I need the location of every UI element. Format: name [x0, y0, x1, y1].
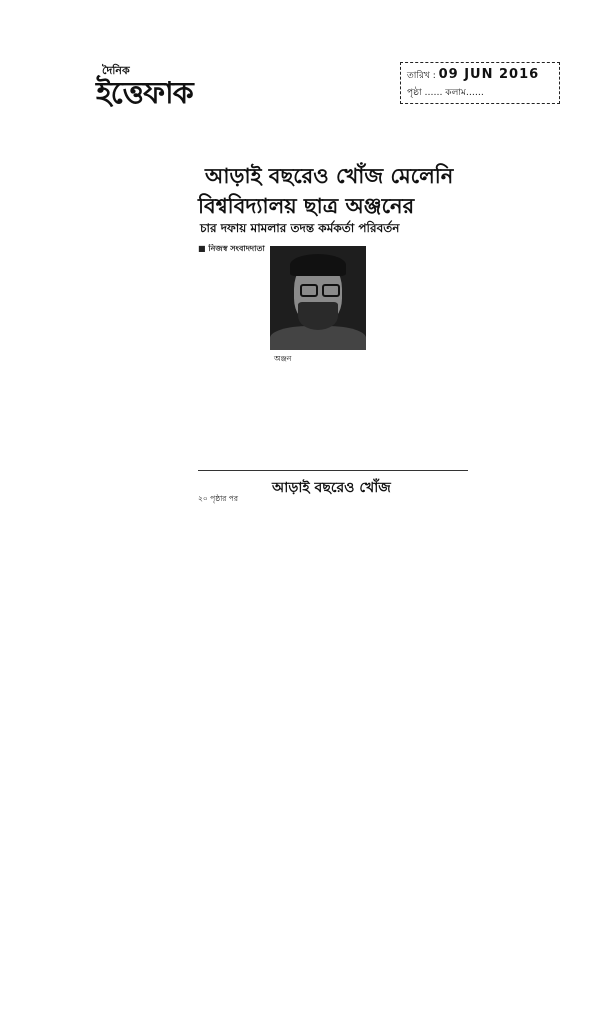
- stamp-date: 09 JUN 2016: [438, 67, 540, 82]
- stamp-page-label: পৃষ্ঠা …… কলাম……: [407, 88, 484, 98]
- newspaper-masthead: [96, 62, 246, 122]
- byline: ■ নিজস্ব সংবাদদাতা: [198, 244, 265, 253]
- headline-line-2: বিশ্ববিদ্যালয় ছাত্র অঞ্জনের: [198, 194, 415, 218]
- date-stamp: তারিখ : 09 JUN 2016 পৃষ্ঠা …… কলাম……: [400, 62, 560, 104]
- photo-caption: অঞ্জন: [274, 354, 292, 363]
- headline-line-1: আড়াই বছরেও খোঁজ মেলেনি: [205, 164, 454, 188]
- continuation-body: [198, 506, 460, 774]
- subheadline: চার দফায় মামলার তদন্ত কর্মকর্তা পরিবর্তন: [200, 221, 400, 235]
- article-photo: [270, 246, 366, 350]
- article-column-right: [372, 244, 462, 470]
- masthead-title: ইত্তেফাক: [96, 76, 193, 111]
- continuation-note: ২০ পৃষ্ঠার পর: [198, 494, 239, 503]
- stamp-date-label: তারিখ: [407, 71, 430, 81]
- section-divider: [198, 470, 468, 471]
- article-column-left: [198, 244, 266, 416]
- continuation-title: আড়াই বছরেও খোঁজ: [272, 480, 391, 496]
- masthead-daily-label: দৈনিক: [102, 64, 130, 77]
